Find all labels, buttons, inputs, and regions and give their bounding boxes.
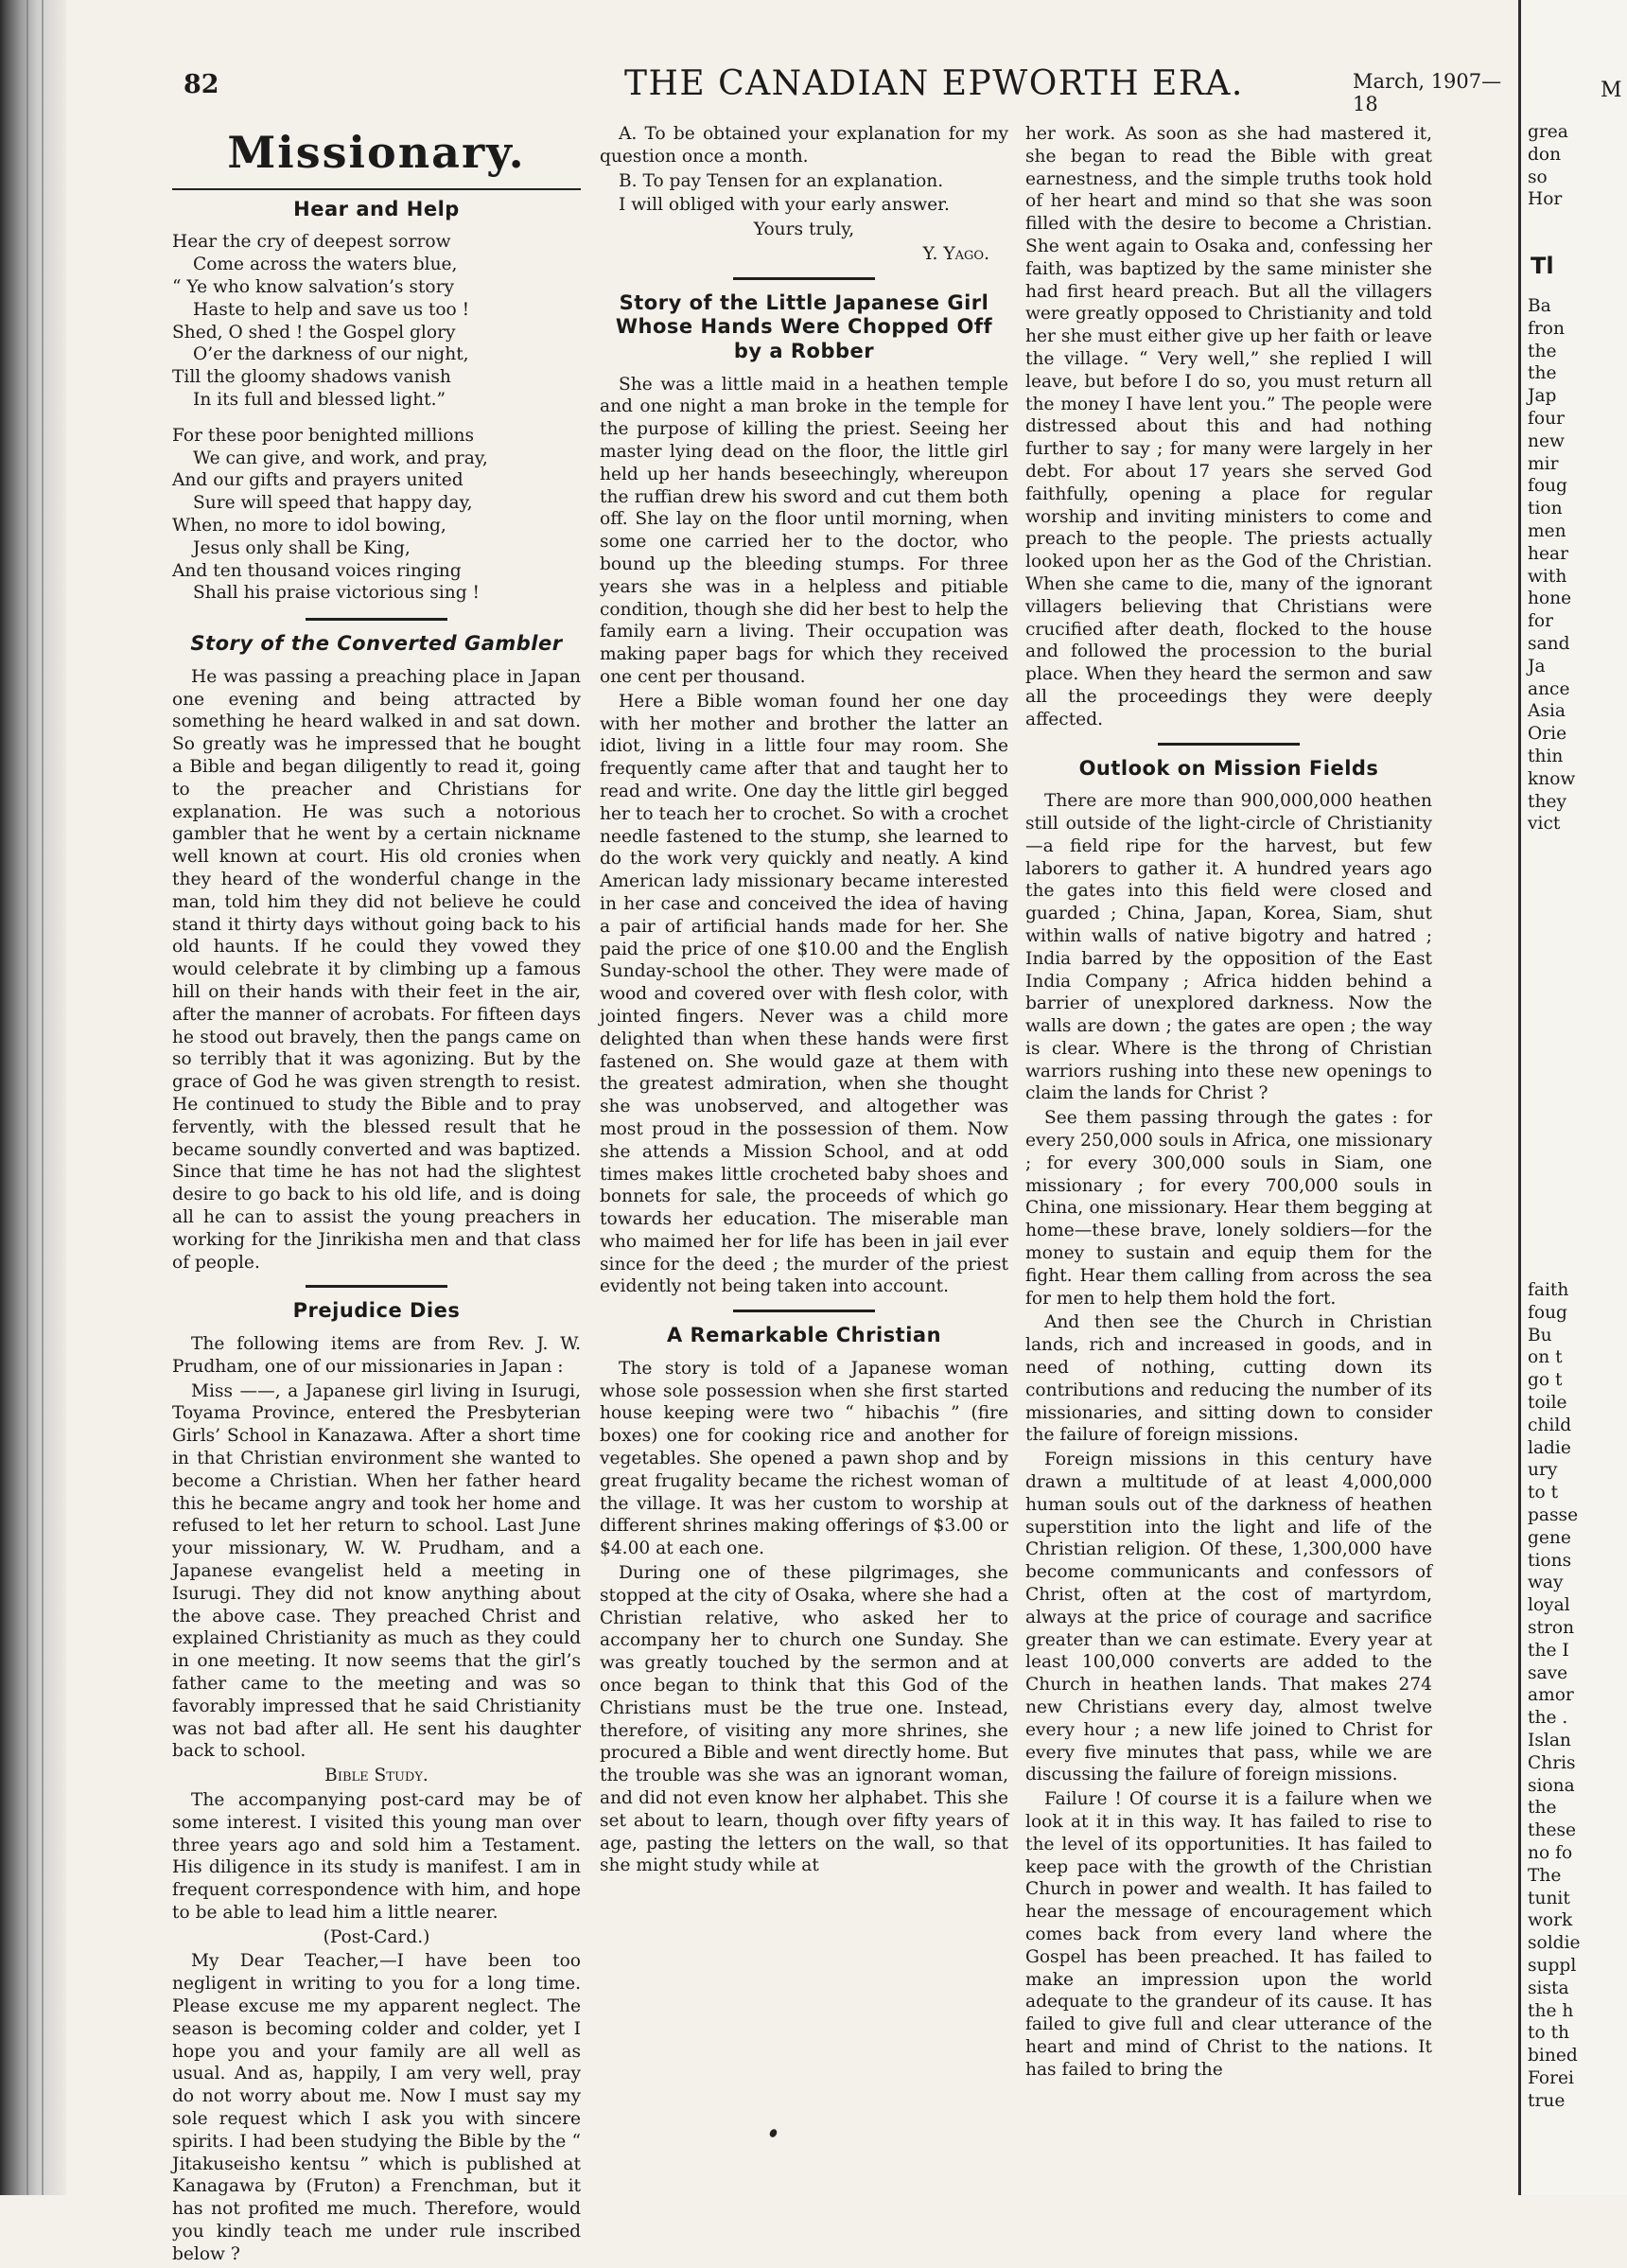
outlook-p4: Foreign missions in this century have drawn a multitude of at least 4,000,000 human souls out of the darkness of heathen superstition into the light and life of the Christian religion. Of these, 1,300,000 have become communicants and confessors of Christ, often at the cost of martyrdom, always at the price of courage and sacrifice greater than we can estimate. Every year at least 100,000 converts are added to the Church in heathen lands. That makes 274 new Christians every day, almost twelve every hour ; a new life joined to Christ for every five minutes that pass, while we are discussing the failure of foreign missions. bbox=[1025, 1450, 1432, 1785]
facing-page-line: stron bbox=[1528, 1617, 1575, 1638]
facing-page-line: passe bbox=[1528, 1504, 1579, 1525]
section-title: Missionary. bbox=[227, 127, 526, 178]
postcard-request-b: B. To pay Tensen for an explanation. bbox=[619, 170, 944, 191]
facing-page-line: grea bbox=[1528, 122, 1568, 142]
poem-line: Come across the waters blue, bbox=[193, 255, 458, 275]
facing-page-line: child bbox=[1528, 1415, 1572, 1435]
page-number: 82 bbox=[184, 70, 219, 99]
poem-line: We can give, and work, and pray, bbox=[193, 448, 488, 468]
facing-page-bottom-lines bbox=[1528, 1279, 1581, 2112]
facing-page-line: men bbox=[1528, 520, 1566, 541]
facing-page-gutter bbox=[1518, 0, 1519, 2195]
facing-page-line: sand bbox=[1528, 633, 1570, 654]
poem bbox=[172, 231, 581, 605]
japanese-girl-title: Story of the Little Japanese Girl Whose Hands Were Chopped Off by a Robber bbox=[615, 290, 993, 362]
outlook-p2: See them passing through the gates : for every 250,000 souls in Africa, one missionary ; for every 300,000 souls in Siam, one missionary ; for every 700,000 souls in China, one missionary. Hear them begging at home—these brave, lonely soldiers—for the money to sustain and equip them for the fight. Hear them calling from across the sea for men to help them hold the fort. bbox=[1025, 1108, 1432, 1309]
binding-edge-line bbox=[42, 0, 44, 2195]
poem-title: Hear and Help bbox=[293, 197, 460, 220]
article-divider bbox=[306, 1285, 447, 1288]
facing-page-line: Asia bbox=[1528, 701, 1566, 722]
poem-line: For these poor benighted millions bbox=[172, 425, 474, 446]
facing-page-line: ance bbox=[1528, 678, 1570, 699]
binding-edge-line bbox=[26, 0, 28, 2195]
gambler-body: He was passing a preaching place in Japan one evening and being attracted by something he heard walked in and sat down. So greatly was he impressed that he bought a Bible and began diligently to read it, going to the preacher and Christians for explanation. He was such a notorious gambler that he went by a certain nickname well known at court. His old cronies when they heard of the wonderful change in the man, told him they did not believe he could stand it thirty days without going back to his old haunts. If he could they vowed they would celebrate it by climbing up a famous hill on their hands with their feet in the air, after the manner of acrobats. For fifteen days he stood out bravely, then the pangs came on so terribly that it was agonizing. But by the grace of God he was given strength to resist. He continued to study the Bible and to pray fervently, with the blessed result that he became soundly converted and was baptized. Since that time he has not had the slightest desire to go back to his old life, and is doing all he can to assist the young preachers in working for the Jinrikisha men and that class of people. bbox=[172, 666, 581, 1273]
japanese-girl-p2: Here a Bible woman found her one day with her mother and brother the latter an idiot, living in a little four may room. She frequently came after that and taught her to read and write. One day the little girl begged her to teach her to crochet. So with a crochet needle fastened to the stump, she learned to do the work very quickly and neatly. A kind American lady missionary became interested in her case and conceived the idea of having a pair of artificial hands made for her. She paid the price of one $10.00 and the English Sunday-school the other. They were made of wood and covered over with flesh color, with jointed fingers. Never was a child more delighted than when these hands were first fastened on. She would gaze at them with the greatest admiration, when she thought she was unobserved, and altogether was most proud in the possession of them. Now she attends a Mission School, and at odd times makes little crocheted baby shoes and bonnets for sale, the proceeds of which go towards her education. The miserable man who maimed her for life has been in jail ever since for the deed ; the murder of the priest evidently not being taken into account. bbox=[600, 691, 1008, 1297]
postcard-label: (Post-Card.) bbox=[323, 1926, 430, 1947]
bible-study-subhead: Bible Study. bbox=[324, 1766, 429, 1786]
facing-page-line: vict bbox=[1528, 814, 1561, 835]
facing-page-line: Ja bbox=[1528, 656, 1546, 677]
facing-page-line: save bbox=[1528, 1662, 1568, 1683]
article-divider bbox=[733, 277, 875, 280]
facing-page-line: the bbox=[1528, 341, 1557, 361]
poem-line: O’er the darkness of our night, bbox=[193, 344, 469, 365]
facing-page-line: the bbox=[1528, 1798, 1557, 1819]
facing-page-line: suppl bbox=[1528, 1955, 1577, 1976]
facing-page-mid-lines bbox=[1528, 295, 1575, 835]
facing-page-line: Chris bbox=[1528, 1752, 1576, 1773]
poem-line: And our gifts and prayers united bbox=[172, 470, 464, 491]
column-3 bbox=[1025, 123, 1432, 2083]
issue-date: March, 1907—18 bbox=[1353, 70, 1502, 115]
facing-page-line: no fo bbox=[1528, 1842, 1573, 1863]
facing-page-line: gene bbox=[1528, 1527, 1571, 1548]
facing-page-line: tions bbox=[1528, 1550, 1572, 1571]
facing-page-line: don bbox=[1528, 144, 1562, 165]
facing-page-line: ury bbox=[1528, 1460, 1558, 1481]
magazine-page bbox=[76, 0, 1513, 2264]
facing-page-line: know bbox=[1528, 768, 1576, 789]
remarkable-p2-continued: her work. As soon as she had mastered it, she began to read the Bible with great earnestness, and the simple truths took hold of her heart and mind so that she was soon filled with the desire to become a Christian. She went again to Osaka and, confessing her faith, was baptized by the same minister she had first heard preach. But all the villagers were greatly opposed to Christianity and told her she must either give up her faith or leave the village. “ Very well,” she replied I will leave, but before I do so, you must return all the money I have lent you.” The people were distressed about this and had nothing further to say ; for many were largely in her debt. For about 17 years she served God faithfully, opening a place for regular worship and inviting ministers to come and preach to the people. The priests actually looked upon her as the God of the Christian. When she came to die, many of the ignorant villagers believing that Christians were crucified after death, flocked to the house and followed the procession to the burial place. When they heard the sermon and saw all the proceedings they were deeply affected. bbox=[1025, 124, 1432, 730]
column-2 bbox=[600, 123, 1008, 1879]
poem-line: Shall his praise victorious sing ! bbox=[193, 583, 480, 604]
facing-page-line: the bbox=[1528, 363, 1557, 384]
facing-page-line: hone bbox=[1528, 589, 1572, 609]
column-1 bbox=[172, 123, 581, 2268]
book-binding bbox=[0, 0, 66, 2195]
facing-page-line: foug bbox=[1528, 1302, 1567, 1323]
facing-page-line: to th bbox=[1528, 2023, 1570, 2044]
facing-page-line: fron bbox=[1528, 318, 1565, 339]
facing-page-top-lines bbox=[1528, 121, 1568, 211]
facing-page-line: hear bbox=[1528, 543, 1568, 564]
postcard-yours: Yours truly, bbox=[753, 220, 855, 240]
facing-page-line: they bbox=[1528, 791, 1566, 812]
postcard-letter: My Dear Teacher,—I have been too negligent in writing to you for a long time. Please excuse me my apparent neglect. The season is becoming colder and colder, yet I hope you and your family are all well as usual. And as, happily, I am very well, pray do not worry about me. Now I must say my sole request which I ask you with sincere spirits. I had been studying the Bible by the “ Jitakuseisho kentsu ” which is published at Kanagawa by (Fruton) a Frenchman, but it has not profited me much. Therefore, would you kindly teach me under rule inscribed below ? bbox=[172, 1951, 581, 2264]
facing-page-line: Forei bbox=[1528, 2067, 1574, 2088]
facing-page-line: four bbox=[1528, 408, 1565, 429]
facing-page-line: foug bbox=[1528, 476, 1567, 497]
remarkable-title: A Remarkable Christian bbox=[666, 1324, 942, 1347]
poem-line: Haste to help and save us too ! bbox=[193, 299, 470, 320]
poem-line: Hear the cry of deepest sorrow bbox=[172, 232, 451, 253]
facing-page-line: to t bbox=[1528, 1483, 1559, 1503]
facing-page-line: bined bbox=[1528, 2046, 1578, 2066]
gambler-title: Story of the Converted Gambler bbox=[190, 632, 563, 656]
facing-page-line: with bbox=[1528, 566, 1567, 587]
page-header bbox=[180, 59, 1523, 115]
facing-page-line: these bbox=[1528, 1820, 1576, 1841]
facing-page-line: Bu bbox=[1528, 1325, 1552, 1345]
facing-page-edge bbox=[1518, 0, 1627, 2195]
facing-page-line: the I bbox=[1528, 1640, 1569, 1661]
ink-blot bbox=[768, 2128, 779, 2138]
outlook-title: Outlook on Mission Fields bbox=[1078, 756, 1379, 780]
facing-page-line: Ba bbox=[1528, 296, 1551, 316]
facing-page-line: new bbox=[1528, 431, 1565, 451]
facing-page-line: mir bbox=[1528, 453, 1559, 474]
facing-page-line: for bbox=[1528, 611, 1553, 632]
facing-page-line: soldie bbox=[1528, 1933, 1581, 1954]
postcard-request-a: A. To be obtained your explanation for my question once a month. bbox=[600, 124, 1008, 167]
facing-page-line: true bbox=[1528, 2090, 1566, 2111]
postcard-close: I will obliged with your early answer. bbox=[619, 195, 950, 216]
facing-page-line: Islan bbox=[1528, 1730, 1571, 1750]
facing-page-corner-letter: M bbox=[1601, 79, 1622, 102]
facing-page-line: The bbox=[1528, 1865, 1562, 1886]
prejudice-title: Prejudice Dies bbox=[292, 1299, 461, 1323]
facing-page-line: Jap bbox=[1528, 386, 1557, 407]
remarkable-p1: The story is told of a Japanese woman whose sole possession when she first started house keeping were two “ hibachis ” (fire boxes) one for cooking rice and another for vegetables. She opened a pawn shop and by great frugality became the richest woman of the village. It was her custom to worship at different shrines making offerings of $3.00 or $4.00 at each one. bbox=[600, 1358, 1008, 1559]
facing-page-line: on t bbox=[1528, 1347, 1563, 1368]
poem-line: In its full and blessed light.” bbox=[193, 390, 446, 411]
poem-line: Till the gloomy shadows vanish bbox=[172, 367, 451, 388]
facing-page-line: way bbox=[1528, 1573, 1564, 1593]
facing-page-line: amor bbox=[1528, 1685, 1574, 1706]
facing-page-line: ladie bbox=[1528, 1437, 1571, 1458]
journal-title: THE CANADIAN EPWORTH ERA. bbox=[624, 64, 1244, 103]
facing-page-line: toile bbox=[1528, 1392, 1567, 1413]
poem-line: When, no more to idol bowing, bbox=[172, 516, 446, 536]
prejudice-body: Miss ——, a Japanese girl living in Isurugi, Toyama Province, entered the Presbyterian Girls’ School in Kanazawa. After a short time in that Christian environment she wanted to become a Christian. When her father heard this he became angry and took her home and refused to let her return to school. Last June your missionary, W. W. Prudham, and a Japanese evangelist held a meeting in Isurugi. They did not know anything about the above case. They preached Christ and explained Christianity as much as they could in one meeting. It now seems that the girl’s father came to the meeting and was so favorably impressed that he said Christianity was not bad after all. He sent his daughter back to school. bbox=[172, 1380, 581, 1762]
poem-line: Shed, O shed ! the Gospel glory bbox=[172, 322, 456, 343]
facing-page-heading-fragment: Tl bbox=[1531, 253, 1554, 279]
facing-page-line: tion bbox=[1528, 499, 1563, 519]
facing-page-line: siona bbox=[1528, 1775, 1575, 1796]
facing-page-line: Hor bbox=[1528, 189, 1563, 210]
facing-page-line: loyal bbox=[1528, 1595, 1570, 1616]
facing-page-line: the h bbox=[1528, 2000, 1574, 2021]
article-divider bbox=[1158, 743, 1300, 746]
outlook-p5: Failure ! Of course it is a failure when we look at it in this way. It has failed to rise to the level of its opportunities. It has failed to keep pace with the growth of the Christian Church in power and wealth. It has failed to hear the message of encouragement which comes back from every land where the Gospel has been preached. It has failed to make an impression upon the world adequate to the grandeur of its cause. It has failed to give full and clear utterance of the heart and mind of Christ to the nations. It has failed to bring the bbox=[1025, 1789, 1432, 2080]
facing-page-line: sista bbox=[1528, 1978, 1569, 1998]
article-divider bbox=[733, 1310, 875, 1312]
poem-line: “ Ye who know salvation’s story bbox=[172, 277, 454, 298]
facing-page-line: faith bbox=[1528, 1280, 1569, 1300]
facing-page-line: so bbox=[1528, 167, 1548, 187]
poem-line: Sure will speed that happy day, bbox=[193, 493, 473, 514]
remarkable-p2-part: During one of these pilgrimages, she stopped at the city of Osaka, where she had a Christian relative, who asked her to accompany her to church one Sunday. She was greatly touched by the sermon and at once began to think that this God of the Christians must be the true one. Instead, therefore, of visiting any more shrines, she procured a Bible and went directly home. But the trouble was she was an ignorant woman, and did not even know her alphabet. This she set about to learn, though over fifty years of age, pasting the letters on the wall, so that she might study while at bbox=[600, 1563, 1008, 1876]
bible-study-body: The accompanying post-card may be of some interest. I visited this young man over three years ago and sold him a Testament. His diligence in its study is manifest. I am in frequent correspondence with him, and hope to be able to lead him a little nearer. bbox=[172, 1789, 581, 1923]
postcard-signature: Y. Yago. bbox=[922, 243, 989, 264]
japanese-girl-p1: She was a little maid in a heathen temple and one night a man broke in the temple for the purpose of killing the priest. Seeing her master lying dead on the floor, the little girl held up her hands beseechingly, whereupon the ruffian drew his sword and cut them both off. She lay on the floor until morning, when some one carried her to the doctor, who bound up the bleeding stumps. For three years she was in a helpless and pitiable condition, though she did her best to help the family earn a living. Their occupation was making paper bags for which they received one cent per thousand. bbox=[600, 374, 1008, 687]
facing-page-line: tunit bbox=[1528, 1888, 1570, 1908]
section-rule bbox=[172, 188, 581, 190]
facing-page-line: work bbox=[1528, 1910, 1573, 1931]
article-divider bbox=[306, 618, 447, 621]
outlook-p3: And then see the Church in Christian lands, rich and increased in goods, and in need of nothing, cutting down its contributions and reducing the number of its missionaries, and sitting down to consider the failure of foreign missions. bbox=[1025, 1312, 1432, 1446]
facing-page-line: the . bbox=[1528, 1708, 1568, 1729]
prejudice-intro: The following items are from Rev. J. W. Prudham, one of our missionaries in Japan : bbox=[172, 1333, 581, 1377]
facing-page-line: thin bbox=[1528, 746, 1564, 766]
poem-line: And ten thousand voices ringing bbox=[172, 560, 462, 581]
outlook-p1: There are more than 900,000,000 heathen still outside of the light-circle of Christianity—a field ripe for the harvest, but few laborers to gather it. A hundred years ago the gates into this field were closed and guarded ; China, Japan, Korea, Siam, shut within walls of native bigotry and hatred ; India barred by the opposition of the East India Company ; Africa hidden behind a barrier of unexplored darkness. Now the walls are down ; the gates are open ; the way is clear. Where is the throng of Christian warriors rushing into these new openings to claim the lands for Christ ? bbox=[1025, 791, 1432, 1104]
facing-page-line: go t bbox=[1528, 1370, 1563, 1391]
poem-line: Jesus only shall be King, bbox=[193, 537, 411, 558]
facing-page-line: Orie bbox=[1528, 724, 1567, 745]
